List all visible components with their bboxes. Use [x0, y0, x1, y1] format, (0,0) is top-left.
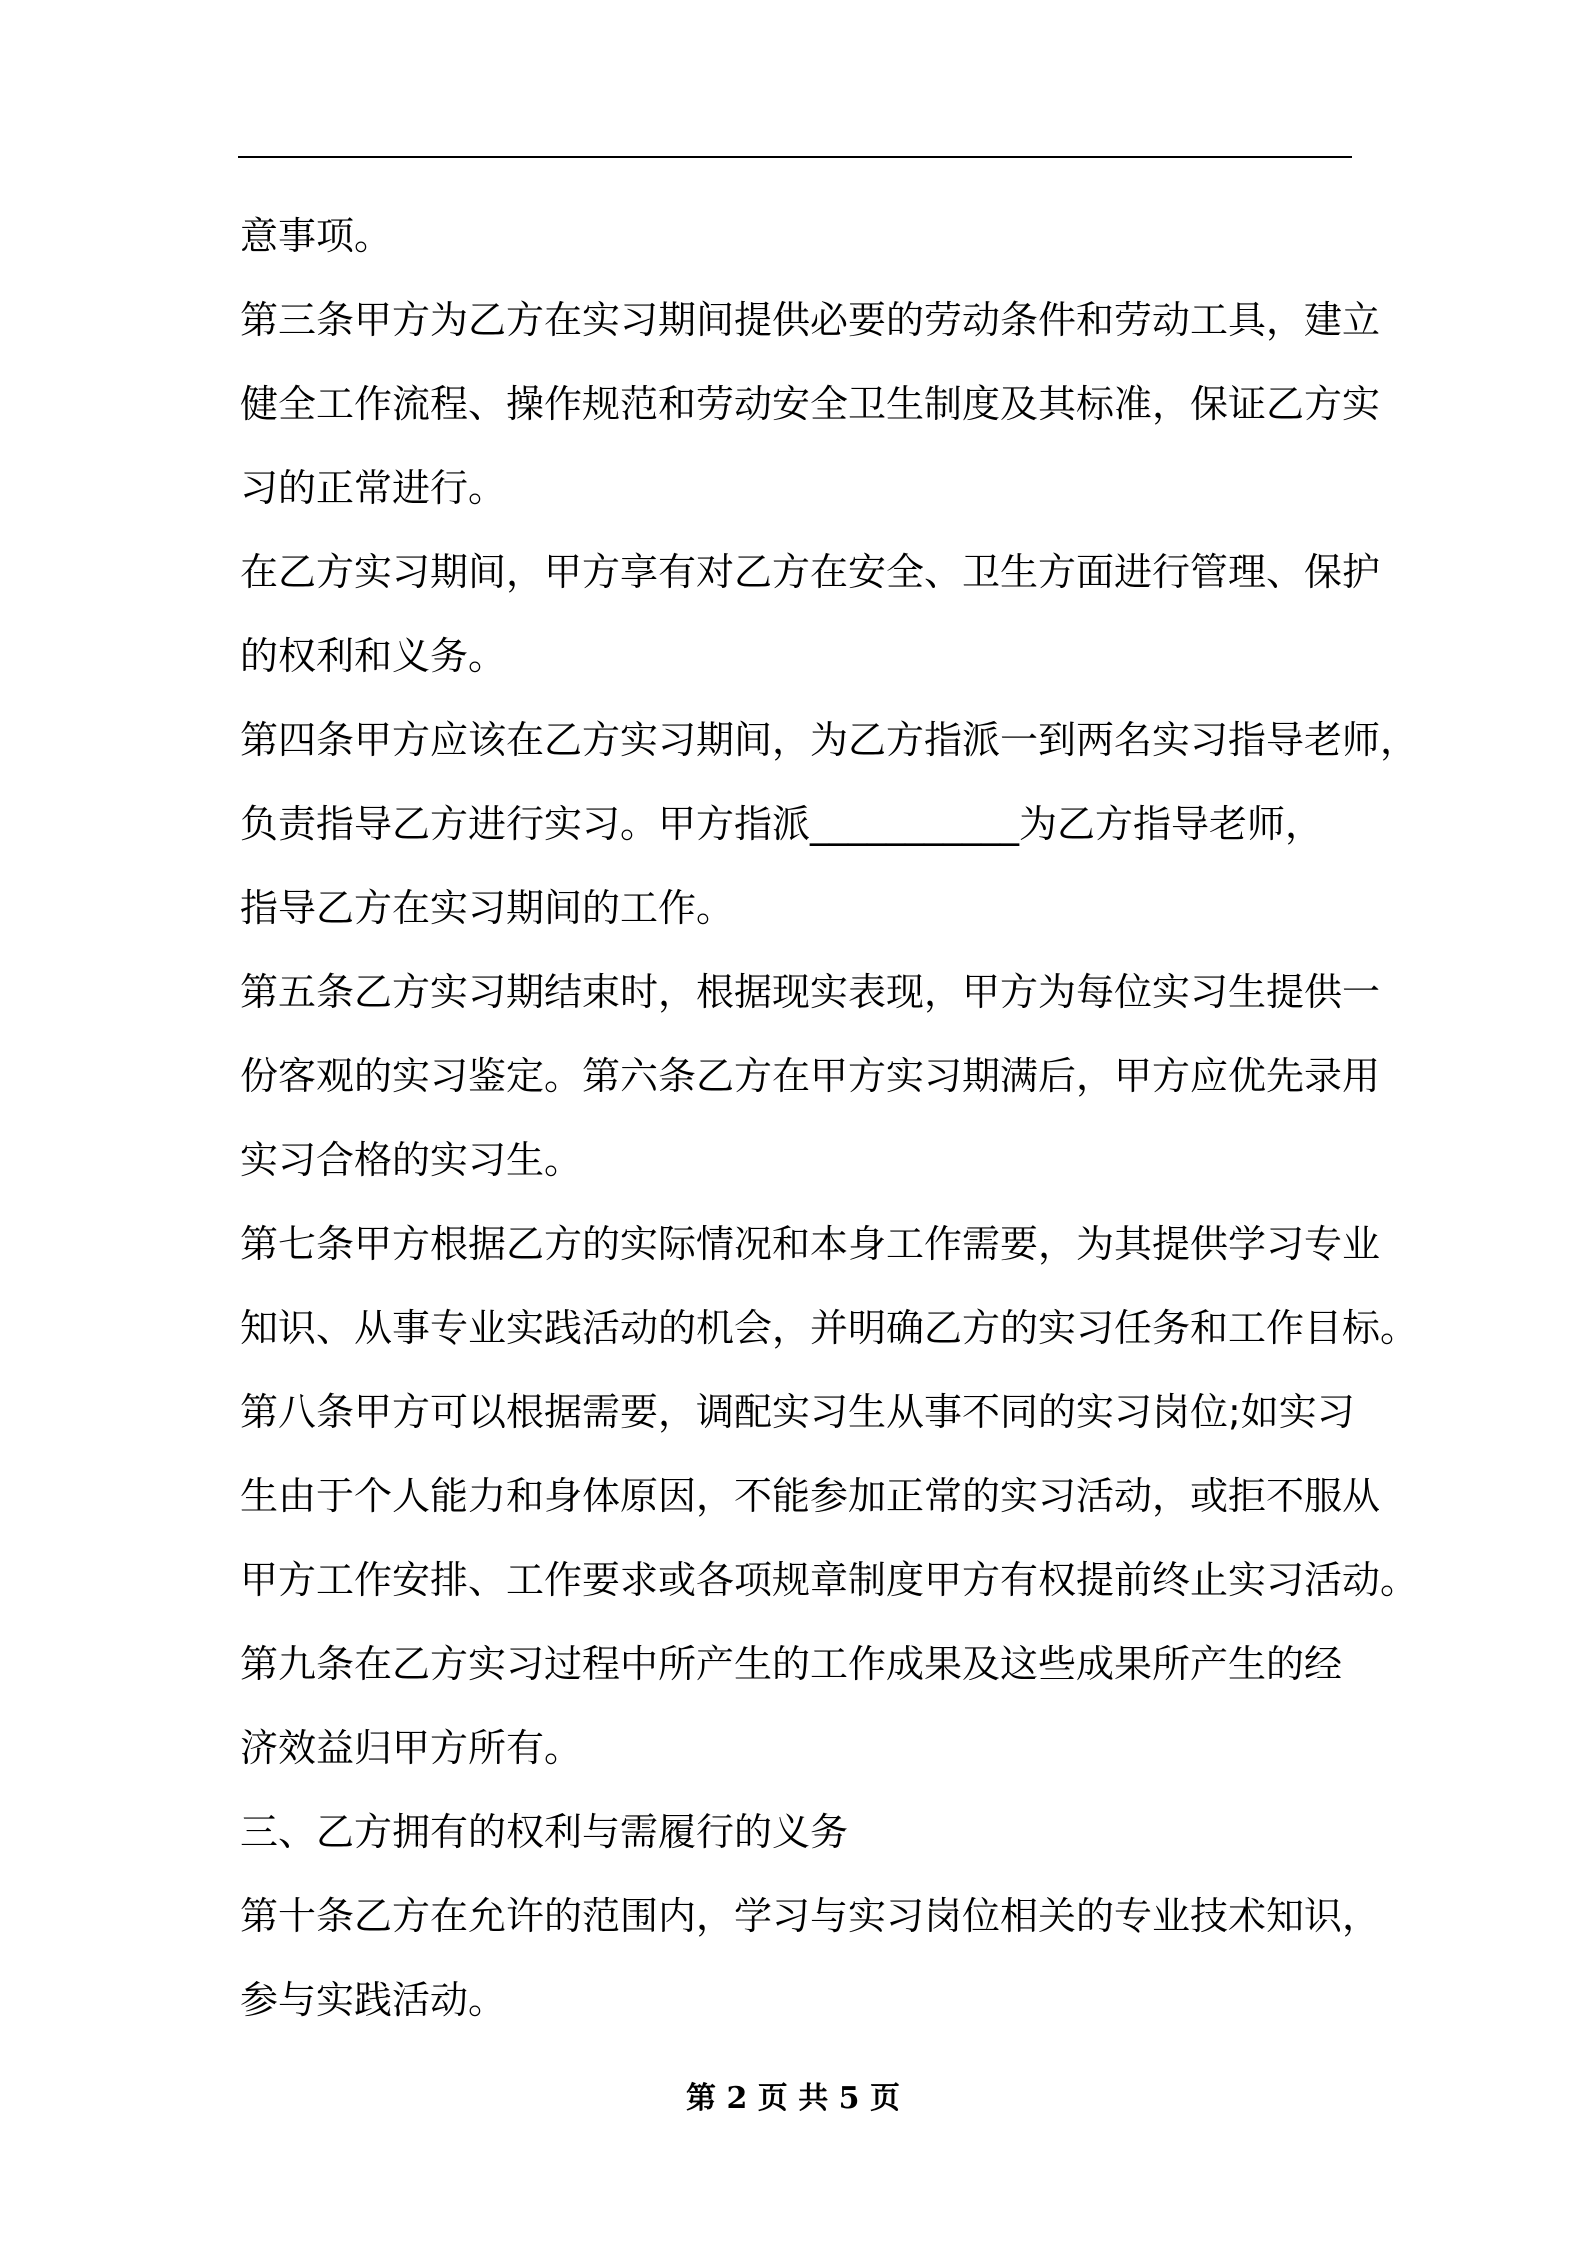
text-line: 份客观的实习鉴定。第六条乙方在甲方实习期满后，甲方应优先录用 — [240, 1054, 1381, 1098]
header-divider — [238, 156, 1352, 158]
text-line: 济效益归甲方所有。 — [240, 1726, 583, 1770]
text-line: 第四条甲方应该在乙方实习期间，为乙方指派一到两名实习指导老师， — [240, 718, 1419, 762]
text-line: 的权利和义务。 — [240, 634, 507, 678]
text-line: 意事项。 — [240, 214, 393, 258]
text-line: 负责指导乙方进行实习。甲方指派___________为乙方指导老师， — [240, 802, 1324, 846]
section-heading: 三、乙方拥有的权利与需履行的义务 — [240, 1810, 849, 1854]
text-line: 知识、从事专业实践活动的机会，并明确乙方的实习任务和工作目标。 — [240, 1306, 1419, 1350]
text-line: 指导乙方在实习期间的工作。 — [240, 886, 735, 930]
text-line: 实习合格的实习生。 — [240, 1138, 583, 1182]
document-body — [240, 194, 1419, 2042]
text-line: 生由于个人能力和身体原因，不能参加正常的实习活动，或拒不服从 — [240, 1474, 1381, 1518]
text-line: 甲方工作安排、工作要求或各项规章制度甲方有权提前终止实习活动。 — [240, 1558, 1419, 1602]
text-line: 在乙方实习期间，甲方享有对乙方在安全、卫生方面进行管理、保护 — [240, 550, 1381, 594]
text-line: 第九条在乙方实习过程中所产生的工作成果及这些成果所产生的经 — [240, 1642, 1343, 1686]
text-line: 参与实践活动。 — [240, 1978, 507, 2022]
text-line: 第三条甲方为乙方在实习期间提供必要的劳动条件和劳动工具，建立 — [240, 298, 1381, 342]
text-line: 习的正常进行。 — [240, 466, 507, 510]
text-line: 第十条乙方在允许的范围内，学习与实习岗位相关的专业技术知识， — [240, 1894, 1381, 1938]
text-line: 第七条甲方根据乙方的实际情况和本身工作需要，为其提供学习专业 — [240, 1222, 1381, 1266]
text-line: 第五条乙方实习期结束时，根据现实表现，甲方为每位实习生提供一 — [240, 970, 1381, 1014]
text-line: 第八条甲方可以根据需要，调配实习生从事不同的实习岗位;如实习 — [240, 1390, 1355, 1434]
text-line: 健全工作流程、操作规范和劳动安全卫生制度及其标准，保证乙方实 — [240, 382, 1381, 426]
page-number: 第 2 页 共 5 页 — [686, 2081, 900, 2116]
